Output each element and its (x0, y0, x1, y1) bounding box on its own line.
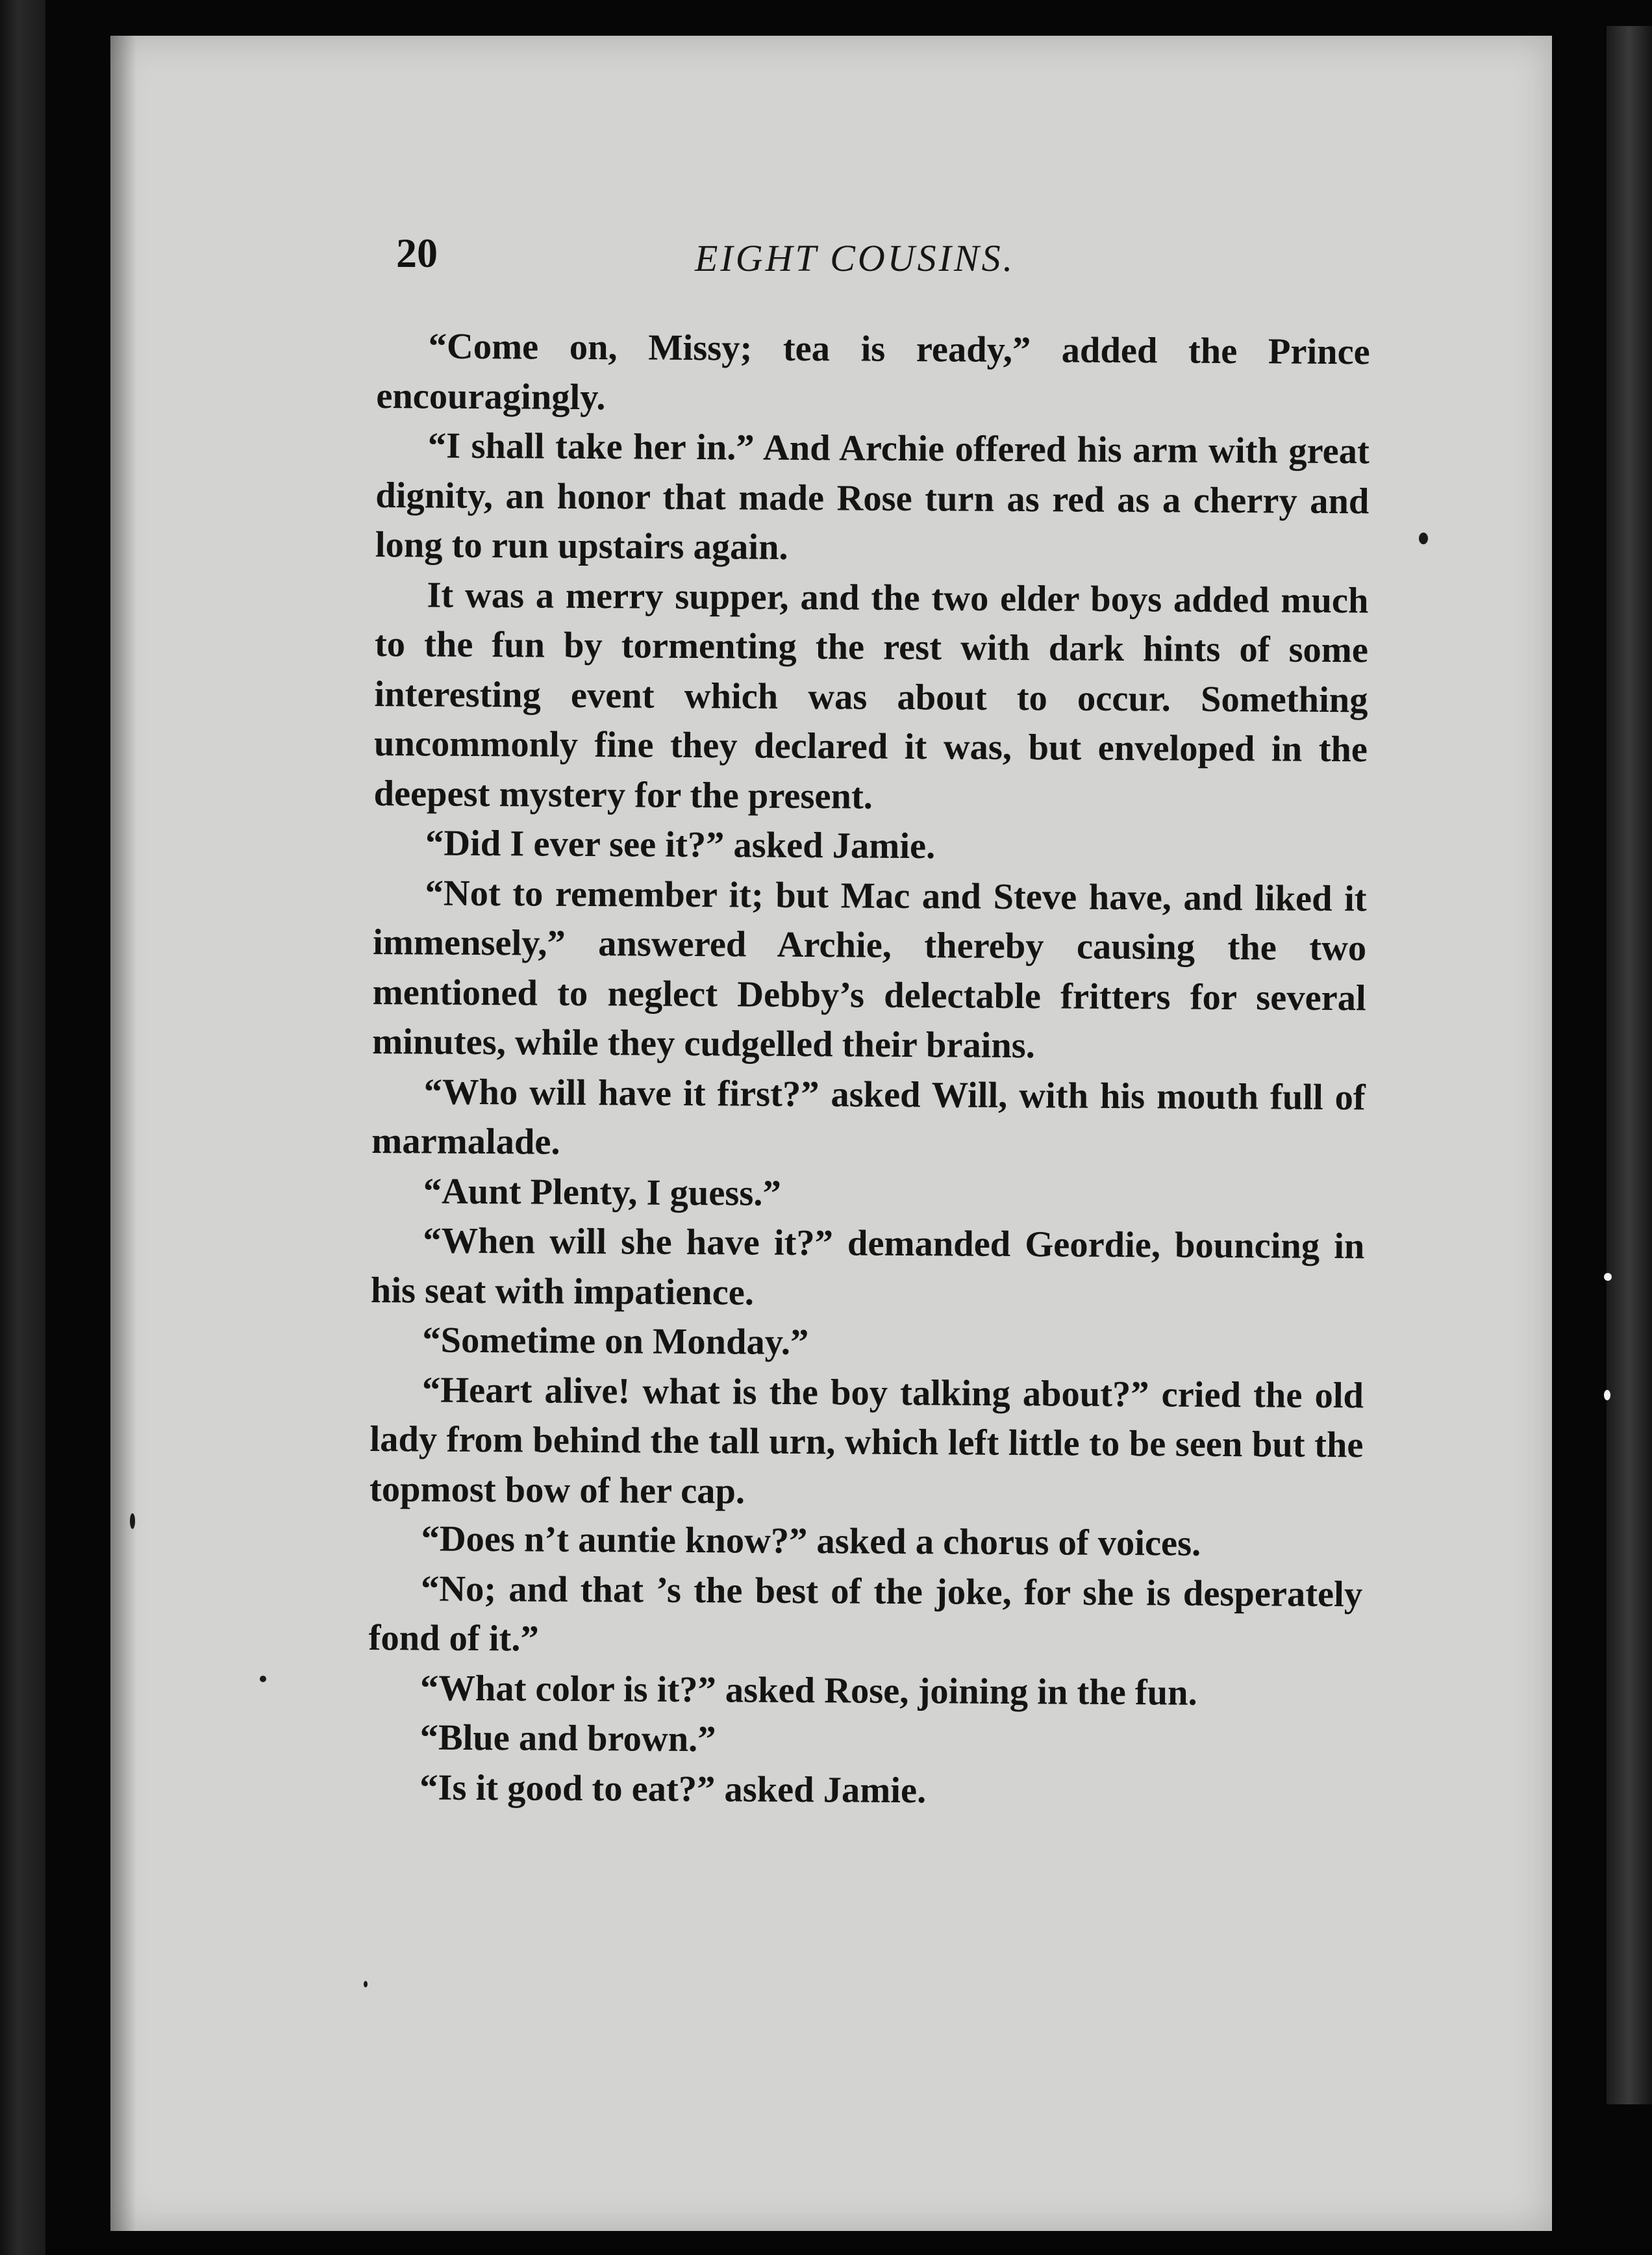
paragraph: It was a merry supper, and the two elder boys added much to the fun by tormenting the rest with dark hints of some interesting event which was about to occur. Something uncommonly fine they declared it was, but enveloped in the deepest mystery for the present. (373, 574, 1369, 817)
paragraph: “Not to remember it; but Mac and Steve have, and liked it immensely,” answered Archie, thereby causing the two mentioned to neglect Debby’s delectable fritters for several minutes, while they cudgelled their brains. (372, 872, 1367, 1066)
paragraph: “When will she have it?” demanded Geordie, bouncing in his seat with impatience. (370, 1220, 1365, 1313)
paragraph: “Blue and brown.” (419, 1717, 716, 1760)
paragraph: “Did I ever see it?” asked Jamie. (425, 823, 936, 867)
paragraph: “Come on, Missy; tea is ready,” added the Prince encouragingly. (376, 326, 1370, 418)
scan-speck (364, 1981, 368, 1987)
paragraph: “Who will have it first?” asked Will, with his mouth full of marmalade. (371, 1071, 1366, 1163)
paragraph: “Aunt Plenty, I guess.” (423, 1170, 781, 1214)
scan-speck (1604, 1273, 1612, 1281)
page-number: 20 (396, 230, 438, 276)
paragraph: “Does n’t auntie know?” asked a chorus of voices. (421, 1518, 1201, 1564)
scan-speck (260, 1676, 266, 1682)
scan-left-border (0, 0, 45, 2255)
paragraph: “Sometime on Monday.” (422, 1320, 809, 1363)
page-body (368, 321, 1370, 1818)
paragraph: “I shall take her in.” And Archie offered his arm with great dignity, an honor that made Rose turn as red as a cherry and long to run upstairs again. (375, 425, 1370, 568)
scan-right-border (1607, 26, 1652, 2104)
scan-speck (1604, 1390, 1610, 1400)
running-title: EIGHT COUSINS. (695, 237, 1016, 279)
paragraph: “What color is it?” asked Rose, joining in the fun. (419, 1667, 1197, 1713)
paragraph: “No; and that ’s the best of the joke, for she is desperately fond of it.” (368, 1568, 1363, 1659)
scan-speck (1419, 533, 1428, 544)
page-gutter-shadow (110, 36, 136, 2231)
paragraph: “Is it good to eat?” asked Jamie. (419, 1767, 927, 1811)
paragraph: “Heart alive! what is the boy talking about?” cried the old lady from behind the tall urn, which left little to be seen but the topmost bow of her cap. (369, 1369, 1364, 1511)
scan-speck (130, 1513, 135, 1529)
page-header (396, 224, 1396, 283)
